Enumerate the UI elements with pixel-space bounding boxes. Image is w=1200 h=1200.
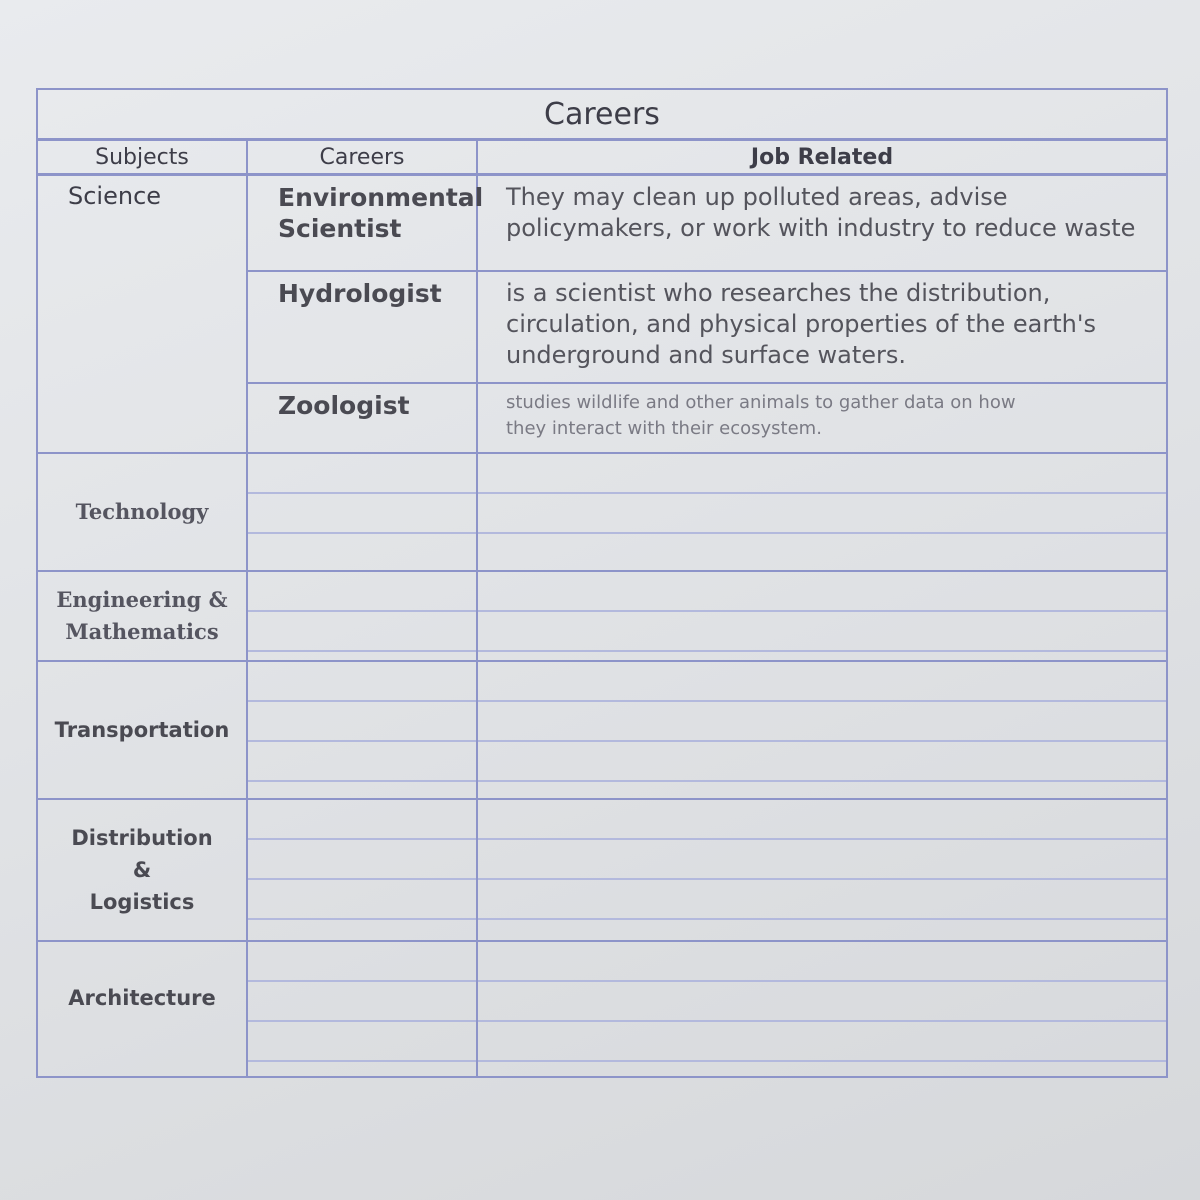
category-technology (37, 453, 247, 571)
category-ampersand-label: & (132, 857, 152, 882)
job-blank-cell[interactable] (477, 453, 1167, 571)
careers-header: Careers (247, 140, 477, 175)
job-description-line: they interact with their ecosystem. (506, 417, 822, 439)
career-blank-cell[interactable] (247, 453, 477, 571)
category-distribution-label: Distribution (71, 825, 213, 850)
job-description-line: is a scientist who researches the distribution, (506, 278, 1051, 307)
job-description-cell (477, 271, 1167, 383)
career-cell (247, 175, 484, 271)
career-blank-cell[interactable] (247, 571, 477, 661)
job-description-line: circulation, and physical properties of the earth's (506, 309, 1096, 338)
category-engineering-mathematics (37, 571, 247, 661)
job-blank-cell[interactable] (477, 661, 1167, 799)
job-related-header: Job Related (477, 140, 1167, 175)
career-blank-cell[interactable] (247, 799, 477, 941)
careers-worksheet (36, 88, 1166, 1078)
job-blank-cell[interactable] (477, 941, 1167, 1077)
career-name-line: Zoologist (278, 390, 410, 420)
subject-science-label: Science (68, 182, 162, 210)
job-description-line: They may clean up polluted areas, advise (506, 183, 1008, 211)
category-technology-label: Technology (75, 498, 209, 524)
category-distribution-logistics (37, 799, 247, 941)
career-name-line: Scientist (278, 214, 402, 243)
subjects-header: Subjects (37, 140, 247, 175)
careers-table (36, 88, 1168, 1078)
career-cell (247, 271, 477, 383)
job-description-line: studies wildlife and other animals to gather data on how (506, 391, 1016, 413)
category-engineering-label: Engineering & (56, 586, 228, 612)
career-name-line: Hydrologist (278, 278, 442, 308)
subject-science (37, 175, 247, 453)
job-description-line: underground and surface waters. (506, 340, 907, 369)
category-transportation (37, 661, 247, 799)
category-architecture-label: Architecture (68, 985, 216, 1010)
category-mathematics-label: Mathematics (65, 618, 219, 644)
career-cell (247, 383, 477, 453)
category-transportation-label: Transportation (54, 717, 230, 742)
job-description-cell (477, 383, 1167, 453)
career-name-line: Environmental (278, 183, 484, 212)
job-description-line: policymakers, or work with industry to reduce waste (506, 214, 1136, 242)
table-title: Careers (37, 89, 1167, 140)
job-blank-cell[interactable] (477, 799, 1167, 941)
job-description-cell (477, 175, 1167, 271)
job-blank-cell[interactable] (477, 571, 1167, 661)
category-logistics-label: Logistics (89, 889, 195, 914)
career-blank-cell[interactable] (247, 941, 477, 1077)
career-blank-cell[interactable] (247, 661, 477, 799)
category-architecture (37, 941, 247, 1077)
